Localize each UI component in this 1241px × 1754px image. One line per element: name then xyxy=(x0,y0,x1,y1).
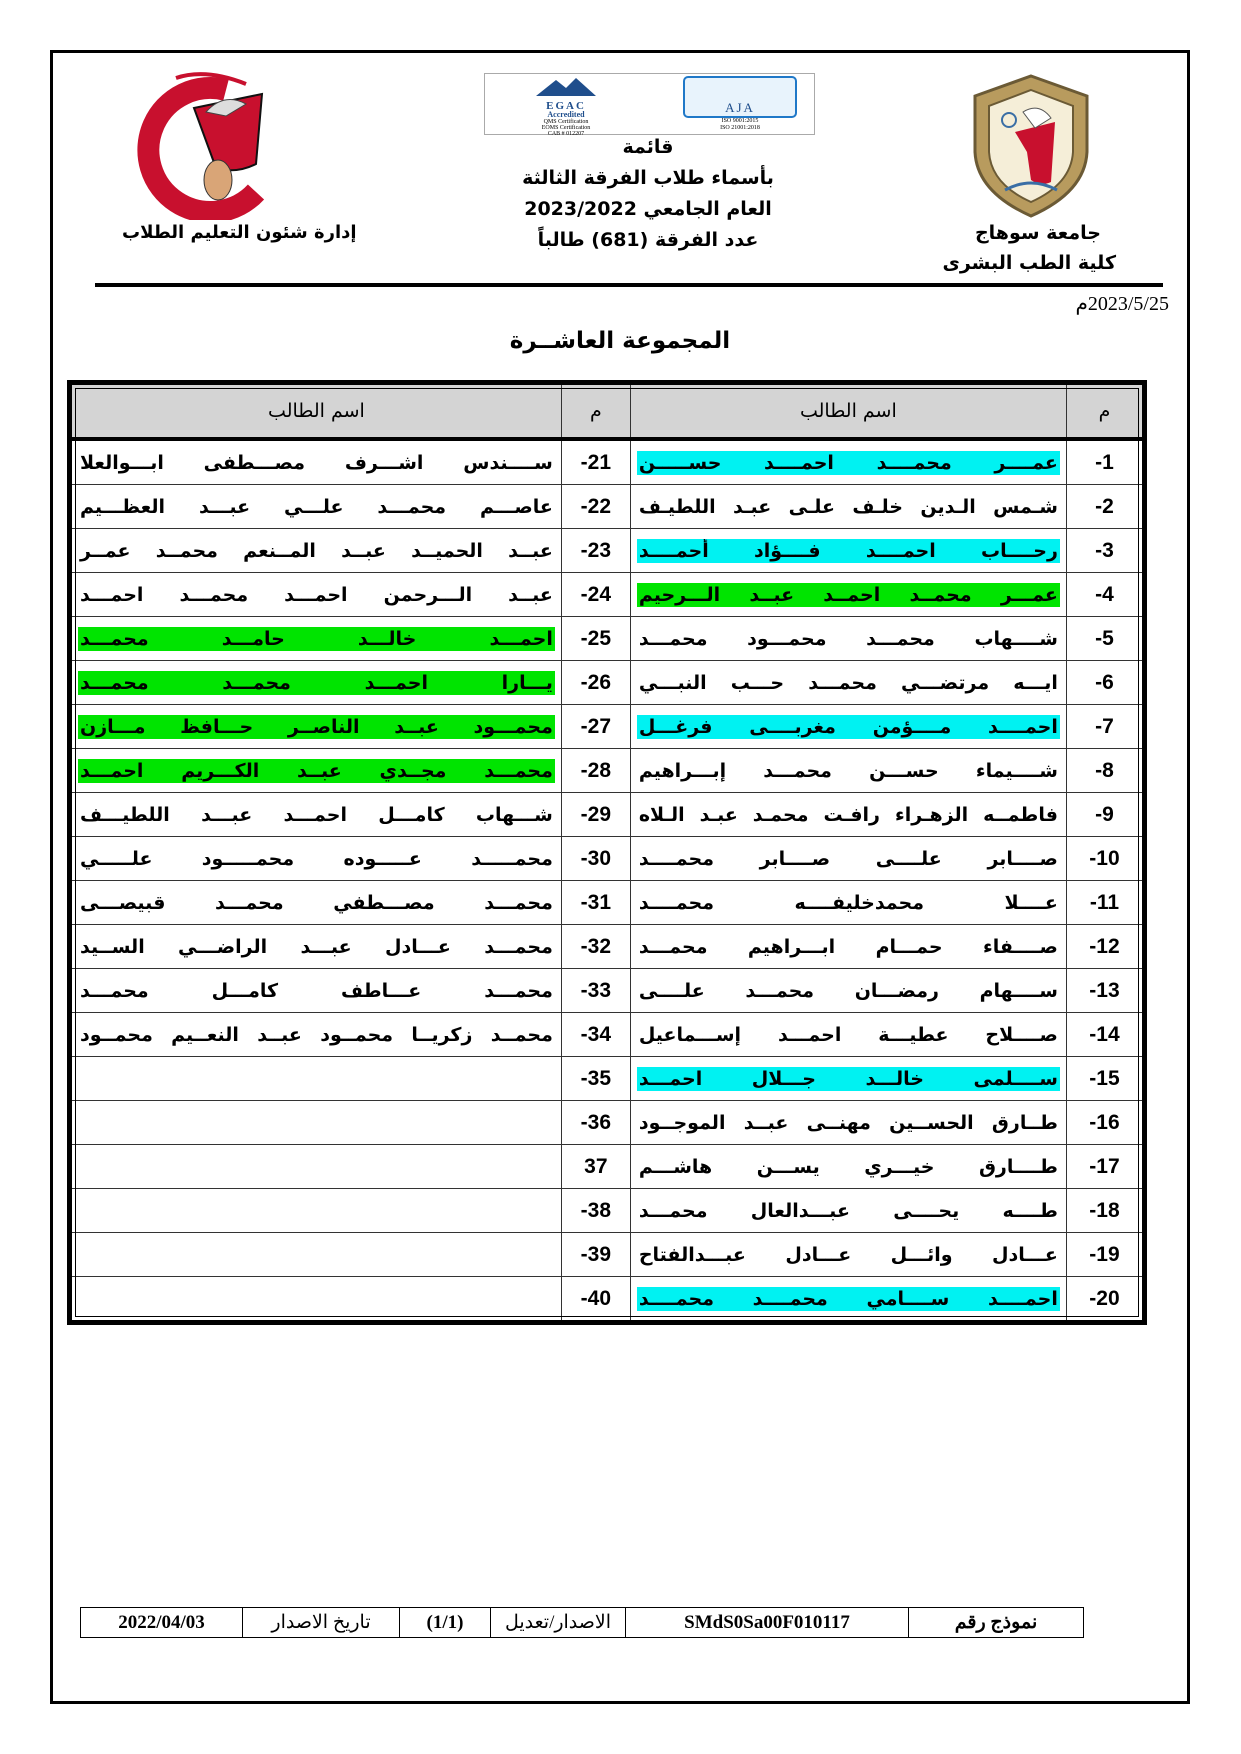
student-name-cell xyxy=(70,573,562,617)
student-name-cell xyxy=(630,485,1066,529)
aja-badge: AJA ISO 9001:2015 ISO 21001:2018 xyxy=(675,76,805,132)
student-number: -40 xyxy=(561,1277,630,1323)
student-name-cell xyxy=(70,1277,562,1323)
header-name-right: اسم الطالب xyxy=(630,383,1066,440)
student-name: عمــــر محمــــد احمــــد حســـــن xyxy=(638,451,1058,474)
student-number: -12 xyxy=(1066,925,1144,969)
student-name-cell xyxy=(630,1277,1066,1323)
department-name: إدارة شئون التعليم الطلاب xyxy=(122,222,357,243)
student-name: عــــلا محمدخليفــــه محمــــد xyxy=(638,891,1058,914)
table-row xyxy=(70,661,1145,705)
table-row xyxy=(70,573,1145,617)
student-number: -16 xyxy=(1066,1101,1144,1145)
table-row xyxy=(70,1277,1145,1323)
student-number: -21 xyxy=(561,439,630,485)
student-name-cell xyxy=(70,1013,562,1057)
student-name-cell xyxy=(70,705,562,749)
student-name: محمـــد مجــدي عبــد الكـــريم احمـــد xyxy=(80,759,553,782)
student-number: -7 xyxy=(1066,705,1144,749)
student-number: -32 xyxy=(561,925,630,969)
student-name-cell xyxy=(630,793,1066,837)
faculty-of-medicine-logo xyxy=(106,72,302,220)
certification-badges xyxy=(484,73,815,135)
student-number: -27 xyxy=(561,705,630,749)
student-number: -6 xyxy=(1066,661,1144,705)
student-name: محمـــد مصـــطفي محمـــد قبيصـــى xyxy=(80,891,553,914)
student-name xyxy=(78,1298,555,1300)
student-number: -8 xyxy=(1066,749,1144,793)
student-name-cell xyxy=(630,837,1066,881)
student-number: -10 xyxy=(1066,837,1144,881)
student-name: طــارق الحســين مهنــى عبــد الموجــود xyxy=(638,1111,1058,1134)
student-name-cell xyxy=(630,705,1066,749)
issue-date-value: 2022/04/03 xyxy=(118,1611,205,1633)
student-name-cell xyxy=(70,925,562,969)
student-name: صــــابر علــــى صــــابر محمــــد xyxy=(638,847,1058,870)
student-name: محمـــود عبــد الناصــر حـــافظ مـــازن xyxy=(80,715,553,738)
student-number: -34 xyxy=(561,1013,630,1057)
student-name-cell xyxy=(630,573,1066,617)
student-name-cell xyxy=(630,1145,1066,1189)
student-name-cell xyxy=(630,439,1066,485)
group-title: المجموعة العاشــرة xyxy=(509,328,731,354)
student-number: -15 xyxy=(1066,1057,1144,1101)
student-name-cell xyxy=(630,661,1066,705)
student-name: ايـــه مرتضـــي محمـــد حـــب النبـــي xyxy=(638,671,1058,694)
table-row xyxy=(70,1101,1145,1145)
title-line-1: قائمة xyxy=(622,136,674,158)
student-number: -29 xyxy=(561,793,630,837)
student-name-cell xyxy=(70,1233,562,1277)
egac-badge: EGAC Accredited QMS Certification EOMS Certification CAB # 012207 xyxy=(491,76,641,137)
student-name: عمـــر محمــد احمــد عبــد الـــرحيم xyxy=(638,583,1058,606)
table-row xyxy=(70,969,1145,1013)
student-name: شــــيماء حســـن محمـــد إبـــراهيم xyxy=(638,759,1058,782)
student-name-cell xyxy=(630,881,1066,925)
student-name-cell xyxy=(70,749,562,793)
student-name-cell xyxy=(630,529,1066,573)
list-date: 2023/5/25م xyxy=(1075,293,1169,315)
student-name: محمـــد عـــاطف كامـــل محمـــد xyxy=(80,979,553,1002)
table-row xyxy=(70,617,1145,661)
student-name xyxy=(78,1122,555,1124)
student-name: شـــهاب كامـــل احمـــد عبـــد اللطيـــف xyxy=(80,803,553,826)
student-number: -39 xyxy=(561,1233,630,1277)
student-number: -26 xyxy=(561,661,630,705)
student-number: -2 xyxy=(1066,485,1144,529)
table-row xyxy=(70,1233,1145,1277)
table-row xyxy=(70,1057,1145,1101)
student-number: -14 xyxy=(1066,1013,1144,1057)
student-number: -4 xyxy=(1066,573,1144,617)
sohag-university-logo xyxy=(965,72,1097,220)
header-num-left: م xyxy=(561,383,630,440)
student-name: رحــــاب احمــــد فــــؤاد أحمــــد xyxy=(638,539,1058,562)
title-line-3: العام الجامعي 2023/2022 xyxy=(524,198,772,220)
title-line-4: عدد الفرقة (681) طالباً xyxy=(537,229,759,251)
header-divider xyxy=(95,283,1163,287)
student-name: شـمس الـدين خلـف علـى عبـد اللطيـف xyxy=(638,495,1058,518)
student-number: -24 xyxy=(561,573,630,617)
student-name: عاصـــم محمـــد علـــي عبـــد العظـــيم xyxy=(80,495,553,518)
student-number: -23 xyxy=(561,529,630,573)
student-name-cell xyxy=(70,439,562,485)
student-name-cell xyxy=(630,1233,1066,1277)
table-row xyxy=(70,881,1145,925)
student-name-cell xyxy=(630,1101,1066,1145)
student-number: -18 xyxy=(1066,1189,1144,1233)
form-number: SMdS0Sa00F010117 xyxy=(625,1608,908,1637)
issue-date-label: تاريخ الاصدار xyxy=(242,1608,399,1637)
student-name: ســــلمى خالـــد جـــلال احمـــد xyxy=(638,1067,1058,1090)
student-name-cell xyxy=(70,485,562,529)
form-number-label: نموذج رقم xyxy=(908,1608,1083,1637)
student-name-cell xyxy=(70,1101,562,1145)
student-name: عـــادل وائـــل عـــادل عبـــدالفتاح xyxy=(638,1243,1058,1266)
university-name: جامعة سوهاج xyxy=(974,222,1101,244)
table-row xyxy=(70,1013,1145,1057)
table-row xyxy=(70,529,1145,573)
student-number: -9 xyxy=(1066,793,1144,837)
student-name-cell xyxy=(630,1013,1066,1057)
table-row xyxy=(70,485,1145,529)
student-number: -19 xyxy=(1066,1233,1144,1277)
student-name: محمـــــد عـــــوده محمـــــود علـــــي xyxy=(80,847,553,870)
table-row xyxy=(70,705,1145,749)
faculty-name: كلية الطب البشرى xyxy=(942,252,1116,274)
student-name-cell xyxy=(70,881,562,925)
student-name: طــــارق خيـــري يســـن هاشـــم xyxy=(638,1155,1058,1178)
student-name: طــــه يحــــى عبـــدالعال محمـــد xyxy=(638,1199,1058,1222)
student-name: احمــــد مــــؤمن مغربــــى فرغـــل xyxy=(638,715,1058,738)
student-name: محمــد زكريــا محمــود عبــد النعــيم محمــود xyxy=(80,1023,553,1046)
table-header-row xyxy=(70,383,1145,440)
student-name-cell xyxy=(70,1057,562,1101)
student-number: -38 xyxy=(561,1189,630,1233)
student-number: -3 xyxy=(1066,529,1144,573)
student-number: -5 xyxy=(1066,617,1144,661)
student-number: -13 xyxy=(1066,969,1144,1013)
student-number: -33 xyxy=(561,969,630,1013)
student-name-cell xyxy=(630,617,1066,661)
student-number: -36 xyxy=(561,1101,630,1145)
student-number: -17 xyxy=(1066,1145,1144,1189)
student-name-cell xyxy=(630,1189,1066,1233)
student-name-cell xyxy=(70,1189,562,1233)
student-name: ســــندس اشـــرف مصـــطفى ابـــوالعلا xyxy=(80,451,553,474)
student-name: عبــد الـــرحمن احمـــد محمـــد احمـــد xyxy=(80,583,553,606)
header-name-left: اسم الطالب xyxy=(70,383,562,440)
table-row xyxy=(70,749,1145,793)
student-name: فاطمــه الزهـراء رافـت محمـد عبـد الـلاه xyxy=(638,803,1058,826)
student-name: صــــفاء حمـــام ابـــراهيم محمـــد xyxy=(638,935,1058,958)
student-name: صــــلاح عطيـــة احمـــد إســـماعيل xyxy=(638,1023,1058,1046)
student-name: احمــــد ســــامي محمــــد محمــــد xyxy=(638,1287,1058,1310)
table-row xyxy=(70,837,1145,881)
table-row xyxy=(70,925,1145,969)
egac-mountain-icon xyxy=(536,76,596,96)
student-number: 37 xyxy=(561,1145,630,1189)
student-name: عبــد الحميــد عبــد المــنعم محمــد عمــر xyxy=(80,539,553,562)
student-name-cell xyxy=(70,837,562,881)
student-name xyxy=(78,1166,555,1168)
student-number: -31 xyxy=(561,881,630,925)
student-number: -11 xyxy=(1066,881,1144,925)
student-number: -30 xyxy=(561,837,630,881)
table-row xyxy=(70,793,1145,837)
student-name-cell xyxy=(70,529,562,573)
student-number: -22 xyxy=(561,485,630,529)
table-row xyxy=(70,439,1145,485)
form-footer xyxy=(80,1607,1084,1638)
student-name: يـــارا احمـــد محمـــد محمـــد xyxy=(80,671,553,694)
student-number: -25 xyxy=(561,617,630,661)
student-name xyxy=(78,1210,555,1212)
table-row xyxy=(70,1145,1145,1189)
students-table xyxy=(67,380,1147,1325)
student-name: شــــهاب محمـــد محمـــود محمـــد xyxy=(638,627,1058,650)
version-value: (1/1) xyxy=(399,1608,490,1637)
title-line-2: بأسماء طلاب الفرقة الثالثة xyxy=(522,167,774,189)
table-row xyxy=(70,1189,1145,1233)
student-name: احمـــد خالـــد حامـــد محمـــد xyxy=(80,627,553,650)
student-number: -1 xyxy=(1066,439,1144,485)
student-name-cell xyxy=(630,969,1066,1013)
student-name-cell xyxy=(630,1057,1066,1101)
student-name-cell xyxy=(630,749,1066,793)
version-label: الاصدار/تعديل xyxy=(490,1608,625,1637)
student-name-cell xyxy=(70,617,562,661)
student-name-cell xyxy=(70,661,562,705)
student-name xyxy=(78,1254,555,1256)
student-number: -20 xyxy=(1066,1277,1144,1323)
student-name-cell xyxy=(70,1145,562,1189)
student-number: -35 xyxy=(561,1057,630,1101)
header-num-right: م xyxy=(1066,383,1144,440)
student-name-cell xyxy=(630,925,1066,969)
student-name-cell xyxy=(70,793,562,837)
student-number: -28 xyxy=(561,749,630,793)
student-name xyxy=(78,1078,555,1080)
student-name: ســــهام رمضـــان محمـــد علــــى xyxy=(638,979,1058,1002)
student-name: محمـــد عـــادل عبـــد الراضـــي الســيد xyxy=(80,935,553,958)
student-name-cell xyxy=(70,969,562,1013)
